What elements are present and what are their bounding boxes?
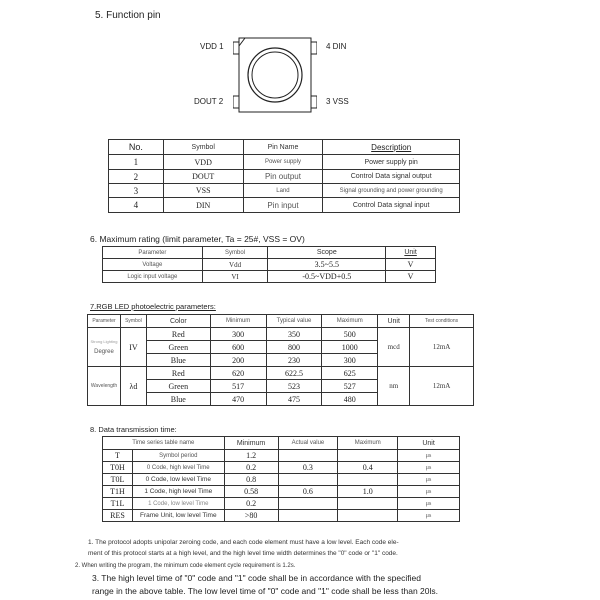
cell: Control Data signal output bbox=[323, 170, 460, 184]
table-row bbox=[109, 155, 460, 170]
cell: Green bbox=[146, 341, 210, 354]
pin-label-vss: 3 VSS bbox=[326, 97, 349, 106]
cell bbox=[338, 450, 398, 462]
cell: RES bbox=[103, 510, 133, 522]
cell: Voltage bbox=[103, 259, 203, 271]
cell: 800 bbox=[266, 341, 322, 354]
note-1a: 1. The protocol adopts unipolar zeroing code, and each code element must have a low level. Each code ele- bbox=[88, 539, 399, 546]
cell: 622.5 bbox=[266, 367, 322, 380]
data-transmission-table bbox=[102, 436, 460, 522]
cell: μs bbox=[398, 474, 460, 486]
cell: 0 Code, high level Time bbox=[132, 462, 224, 474]
cell: T0H bbox=[103, 462, 133, 474]
pin-label-vdd: VDD 1 bbox=[200, 42, 224, 51]
cell: Symbol period bbox=[132, 450, 224, 462]
cell: 475 bbox=[266, 393, 322, 406]
cell: Control Data signal input bbox=[323, 198, 460, 213]
cell: Logic input voltage bbox=[103, 271, 203, 283]
cell: μs bbox=[398, 450, 460, 462]
cell: 620 bbox=[210, 367, 266, 380]
note-1b: ment of this protocol starts at a high level, and the high level time width determines the "0" code or "1" code. bbox=[88, 550, 398, 557]
header-description: Description bbox=[323, 140, 460, 155]
cell: 527 bbox=[322, 380, 378, 393]
table-row bbox=[103, 450, 460, 462]
cell: 0.4 bbox=[338, 462, 398, 474]
cell: 0.2 bbox=[224, 462, 278, 474]
cell: Wavelength bbox=[88, 367, 121, 406]
cell: 12mA bbox=[410, 328, 474, 367]
cell: T1L bbox=[103, 498, 133, 510]
cell: Pin input bbox=[243, 198, 323, 213]
cell: 300 bbox=[322, 354, 378, 367]
cell: >80 bbox=[224, 510, 278, 522]
cell: 1.2 bbox=[224, 450, 278, 462]
cell: Frame Unit, low level Time bbox=[132, 510, 224, 522]
pin-table bbox=[108, 139, 460, 213]
table-row bbox=[103, 486, 460, 498]
cell: mcd bbox=[378, 328, 410, 367]
header-typical: Typical value bbox=[266, 315, 322, 328]
cell bbox=[278, 510, 338, 522]
table-row bbox=[88, 328, 474, 341]
table-row bbox=[109, 198, 460, 213]
cell: 1000 bbox=[322, 341, 378, 354]
cell: DOUT bbox=[163, 170, 243, 184]
cell: Signal grounding and power grounding bbox=[323, 184, 460, 198]
table-row bbox=[103, 510, 460, 522]
header-actual: Actual value bbox=[278, 437, 338, 450]
cell: 4 bbox=[109, 198, 164, 213]
table-row bbox=[103, 474, 460, 486]
cell: Blue bbox=[146, 393, 210, 406]
cell: T0L bbox=[103, 474, 133, 486]
cell: 1 Code, high level Time bbox=[132, 486, 224, 498]
note-3a: 3. The high level time of "0" code and "1" code shall be in accordance with the specified bbox=[92, 573, 421, 583]
table-row bbox=[109, 170, 460, 184]
table-row bbox=[103, 462, 460, 474]
table-row bbox=[103, 259, 436, 271]
pin-label-dout: DOUT 2 bbox=[194, 97, 224, 106]
cell: -0.5~VDD+0.5 bbox=[268, 271, 386, 283]
header-test-conditions: Test conditions bbox=[410, 315, 474, 328]
pin-label-din: 4 DIN bbox=[326, 42, 347, 51]
cell: 0.6 bbox=[278, 486, 338, 498]
header-pin-name: Pin Name bbox=[243, 140, 323, 155]
cell: 2 bbox=[109, 170, 164, 184]
cell: T bbox=[103, 450, 133, 462]
cell: V bbox=[386, 271, 436, 283]
cell: VSS bbox=[163, 184, 243, 198]
header-unit: Unit bbox=[386, 247, 436, 259]
cell: Vdd bbox=[202, 259, 268, 271]
cell: Land bbox=[243, 184, 323, 198]
table-row bbox=[103, 498, 460, 510]
header-parameter: Parameter bbox=[88, 315, 121, 328]
cell: Red bbox=[146, 367, 210, 380]
section-8-title: 8. Data transmission time: bbox=[90, 425, 177, 434]
cell: Red bbox=[146, 328, 210, 341]
cell: VDD bbox=[163, 155, 243, 170]
cell bbox=[338, 474, 398, 486]
header-symbol: Symbol bbox=[120, 315, 146, 328]
cell: λd bbox=[120, 367, 146, 406]
cell: 350 bbox=[266, 328, 322, 341]
cell: 517 bbox=[210, 380, 266, 393]
cell bbox=[278, 450, 338, 462]
header-unit: Unit bbox=[398, 437, 460, 450]
cell: 3.5~5.5 bbox=[268, 259, 386, 271]
cell: 3 bbox=[109, 184, 164, 198]
cell bbox=[278, 498, 338, 510]
cell bbox=[338, 498, 398, 510]
cell: 0 Code, low level Time bbox=[132, 474, 224, 486]
section-6-title: 6. Maximum rating (limit parameter, Ta = 25#, VSS = OV) bbox=[90, 234, 305, 244]
cell: nm bbox=[378, 367, 410, 406]
cell: 1.0 bbox=[338, 486, 398, 498]
cell: DIN bbox=[163, 198, 243, 213]
cell: 0.3 bbox=[278, 462, 338, 474]
cell: Blue bbox=[146, 354, 210, 367]
header-symbol: Symbol bbox=[202, 247, 268, 259]
led-outline-icon bbox=[233, 34, 317, 116]
header-minimum: Minimum bbox=[210, 315, 266, 328]
table-row bbox=[109, 184, 460, 198]
header-name: Time series table name bbox=[103, 437, 225, 450]
header-unit: Unit bbox=[378, 315, 410, 328]
cell: 0.8 bbox=[224, 474, 278, 486]
cell: V bbox=[386, 259, 436, 271]
header-scope: Scope bbox=[268, 247, 386, 259]
cell-param-intensity bbox=[88, 328, 121, 367]
cell: 600 bbox=[210, 341, 266, 354]
cell: Power supply bbox=[243, 155, 323, 170]
table-row bbox=[88, 367, 474, 380]
cell: IV bbox=[120, 328, 146, 367]
cell bbox=[338, 510, 398, 522]
cell: Green bbox=[146, 380, 210, 393]
header-maximum: Maximum bbox=[338, 437, 398, 450]
section-5-title: 5. Function pin bbox=[95, 10, 161, 21]
header-color: Color bbox=[146, 315, 210, 328]
cell: μs bbox=[398, 486, 460, 498]
header-parameter: Parameter bbox=[103, 247, 203, 259]
header-maximum: Maximum bbox=[322, 315, 378, 328]
cell: 500 bbox=[322, 328, 378, 341]
led-package-diagram bbox=[233, 34, 317, 116]
cell: 480 bbox=[322, 393, 378, 406]
cell: μs bbox=[398, 462, 460, 474]
cell bbox=[278, 474, 338, 486]
cell: Pin output bbox=[243, 170, 323, 184]
cell: μs bbox=[398, 498, 460, 510]
table-row bbox=[103, 271, 436, 283]
cell: 470 bbox=[210, 393, 266, 406]
cell: T1H bbox=[103, 486, 133, 498]
param-label: Degree bbox=[94, 349, 114, 355]
cell: 200 bbox=[210, 354, 266, 367]
cell: 0.2 bbox=[224, 498, 278, 510]
param-top-label: Strong Lighting bbox=[90, 339, 118, 344]
note-3b: range in the above table. The low level time of "0" code and "1" code shall be less than 20ls. bbox=[92, 586, 438, 596]
cell: μs bbox=[398, 510, 460, 522]
section-7-title: 7.RGB LED photoelectric parameters: bbox=[90, 302, 216, 311]
header-minimum: Minimum bbox=[224, 437, 278, 450]
cell: 1 bbox=[109, 155, 164, 170]
cell: Power supply pin bbox=[323, 155, 460, 170]
cell: 230 bbox=[266, 354, 322, 367]
header-symbol: Symbol bbox=[163, 140, 243, 155]
cell: 625 bbox=[322, 367, 378, 380]
led-parameters-table bbox=[87, 314, 474, 406]
max-rating-table bbox=[102, 246, 436, 283]
cell: 300 bbox=[210, 328, 266, 341]
cell: 523 bbox=[266, 380, 322, 393]
cell: 0.58 bbox=[224, 486, 278, 498]
cell: 12mA bbox=[410, 367, 474, 406]
note-2: 2. When writing the program, the minimum code element cycle requirement is 1.2s. bbox=[75, 563, 296, 569]
header-no: No. bbox=[109, 140, 164, 155]
cell: VI bbox=[202, 271, 268, 283]
cell: 1 Code, low level Time bbox=[132, 498, 224, 510]
